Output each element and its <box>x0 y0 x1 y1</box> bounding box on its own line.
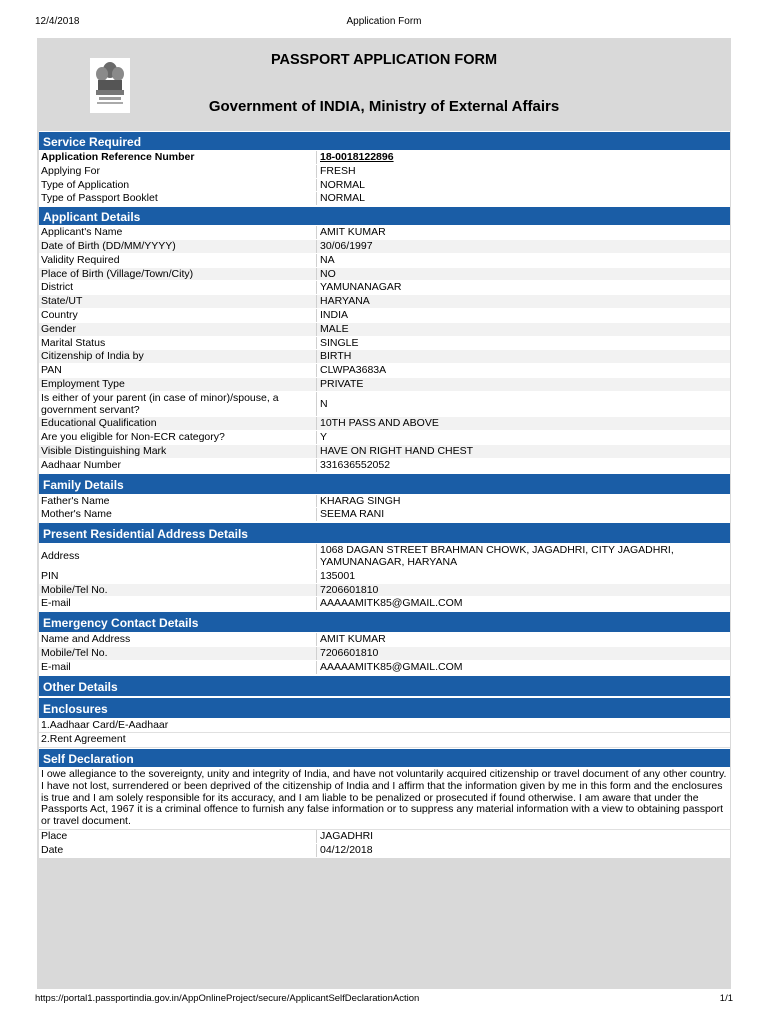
table-row <box>39 584 730 598</box>
field-value: AAAAAMITK85@GMAIL.COM <box>317 597 730 610</box>
field-value: NO <box>317 268 730 281</box>
field-label: Citizenship of India by <box>39 350 317 363</box>
table-row <box>39 633 730 647</box>
field-value: AAAAAMITK85@GMAIL.COM <box>317 661 730 674</box>
field-label: District <box>39 281 317 294</box>
field-value: INDIA <box>317 309 730 322</box>
page-count: 1/1 <box>719 993 733 1004</box>
table-row <box>39 337 730 351</box>
field-value: NORMAL <box>317 179 730 192</box>
field-value: 135001 <box>317 570 730 583</box>
table-row <box>39 508 730 522</box>
print-header <box>0 16 768 30</box>
section-header-service: Service Required <box>39 131 730 151</box>
field-label: Is either of your parent (in case of minor)/spouse, a government servant? <box>39 392 317 417</box>
field-label: Marital Status <box>39 337 317 350</box>
section-header-address: Present Residential Address Details <box>39 522 730 544</box>
field-value: Y <box>317 431 730 444</box>
field-label: Mobile/Tel No. <box>39 647 317 660</box>
field-label: Application Reference Number <box>39 151 317 164</box>
field-value: FRESH <box>317 165 730 178</box>
field-label: Mother's Name <box>39 508 317 521</box>
table-row <box>39 226 730 240</box>
table-row <box>39 392 730 418</box>
field-value: YAMUNANAGAR <box>317 281 730 294</box>
list-item: 2.Rent Agreement <box>39 733 730 748</box>
table-row <box>39 165 730 179</box>
table-row <box>39 295 730 309</box>
field-label: Place <box>39 830 317 843</box>
field-value: HARYANA <box>317 295 730 308</box>
section-header-enclosures: Enclosures <box>39 697 730 719</box>
reference-number: 18-0018122896 <box>320 151 394 163</box>
field-value <box>317 151 730 164</box>
field-value: N <box>317 392 730 417</box>
field-label: Date <box>39 844 317 857</box>
field-value: 1068 DAGAN STREET BRAHMAN CHOWK, JAGADHRI, CITY JAGADHRI, YAMUNANAGAR, HARYANA <box>317 544 730 569</box>
table-row <box>39 495 730 509</box>
table-row <box>39 647 730 661</box>
table-row <box>39 350 730 364</box>
field-value: 7206601810 <box>317 584 730 597</box>
table-row <box>39 309 730 323</box>
table-row <box>39 570 730 584</box>
table-row <box>39 192 730 206</box>
field-label: Are you eligible for Non-ECR category? <box>39 431 317 444</box>
table-row <box>39 254 730 268</box>
field-label: Date of Birth (DD/MM/YYYY) <box>39 240 317 253</box>
field-value: 331636552052 <box>317 459 730 472</box>
field-value: NA <box>317 254 730 267</box>
field-label: Visible Distinguishing Mark <box>39 445 317 458</box>
field-label: E-mail <box>39 597 317 610</box>
field-label: Aadhaar Number <box>39 459 317 472</box>
section-header-family: Family Details <box>39 473 730 495</box>
field-value: KHARAG SINGH <box>317 495 730 508</box>
declaration-text: I owe allegiance to the sovereignty, unity and integrity of India, and have not voluntarily acquired citizenship or travel document of any other country. I have not lost, surrendered or been deprived of the citizenship of India and I affirm that the information given by me in this form and the enclosures is true and I am solely responsible for its accuracy, and I am liable to be penalized or prosecuted if found otherwise. I am aware that under the Passports Act, 1967 it is a criminal offence to furnish any false information or to suppress any material information with a view to obtaining passport or travel document. <box>39 768 730 830</box>
field-label: Type of Application <box>39 179 317 192</box>
print-url: https://portal1.passportindia.gov.in/AppOnlineProject/secure/ApplicantSelfDeclarationAction <box>35 993 420 1004</box>
table-row <box>39 597 730 611</box>
section-header-declaration: Self Declaration <box>39 748 730 768</box>
field-label: Employment Type <box>39 378 317 391</box>
table-row <box>39 431 730 445</box>
section-header-other: Other Details <box>39 675 730 697</box>
print-title: Application Form <box>346 16 422 27</box>
field-value: SEEMA RANI <box>317 508 730 521</box>
list-item: 1.Aadhaar Card/E-Aadhaar <box>39 719 730 734</box>
field-label: Educational Qualification <box>39 417 317 430</box>
field-value: 7206601810 <box>317 647 730 660</box>
table-row <box>39 240 730 254</box>
field-value: AMIT KUMAR <box>317 633 730 646</box>
section-header-applicant: Applicant Details <box>39 206 730 226</box>
field-label: PIN <box>39 570 317 583</box>
table-row <box>39 661 730 675</box>
table-row <box>39 417 730 431</box>
field-value: 30/06/1997 <box>317 240 730 253</box>
table-row <box>39 544 730 570</box>
field-value: JAGADHRI <box>317 830 730 843</box>
field-value: SINGLE <box>317 337 730 350</box>
table-row <box>39 179 730 193</box>
table-row <box>39 844 730 858</box>
application-form <box>39 131 730 858</box>
field-value: 04/12/2018 <box>317 844 730 857</box>
section-header-emergency: Emergency Contact Details <box>39 611 730 633</box>
field-label: E-mail <box>39 661 317 674</box>
field-value: AMIT KUMAR <box>317 226 730 239</box>
field-label: Type of Passport Booklet <box>39 192 317 205</box>
field-value: PRIVATE <box>317 378 730 391</box>
field-label: Name and Address <box>39 633 317 646</box>
field-value: CLWPA3683A <box>317 364 730 377</box>
field-value: BIRTH <box>317 350 730 363</box>
field-label: State/UT <box>39 295 317 308</box>
field-label: Mobile/Tel No. <box>39 584 317 597</box>
field-label: Address <box>39 544 317 569</box>
field-label: PAN <box>39 364 317 377</box>
print-date: 12/4/2018 <box>35 16 80 27</box>
field-label: Applying For <box>39 165 317 178</box>
field-value: MALE <box>317 323 730 336</box>
form-header <box>37 38 731 130</box>
field-label: Validity Required <box>39 254 317 267</box>
form-title: PASSPORT APPLICATION FORM <box>270 52 498 68</box>
table-row <box>39 830 730 844</box>
field-label: Gender <box>39 323 317 336</box>
field-label: Country <box>39 309 317 322</box>
field-value: NORMAL <box>317 192 730 205</box>
table-row <box>39 364 730 378</box>
table-row <box>39 445 730 459</box>
table-row <box>39 459 730 473</box>
field-label: Father's Name <box>39 495 317 508</box>
field-value: 10TH PASS AND ABOVE <box>317 417 730 430</box>
table-row <box>39 151 730 165</box>
table-row <box>39 268 730 282</box>
field-value: HAVE ON RIGHT HAND CHEST <box>317 445 730 458</box>
form-subtitle: Government of INDIA, Ministry of External Affairs <box>208 98 560 115</box>
field-label: Place of Birth (Village/Town/City) <box>39 268 317 281</box>
form-page <box>37 38 731 989</box>
table-row <box>39 378 730 392</box>
field-label: Applicant's Name <box>39 226 317 239</box>
table-row <box>39 323 730 337</box>
print-footer <box>0 993 768 1007</box>
table-row <box>39 281 730 295</box>
